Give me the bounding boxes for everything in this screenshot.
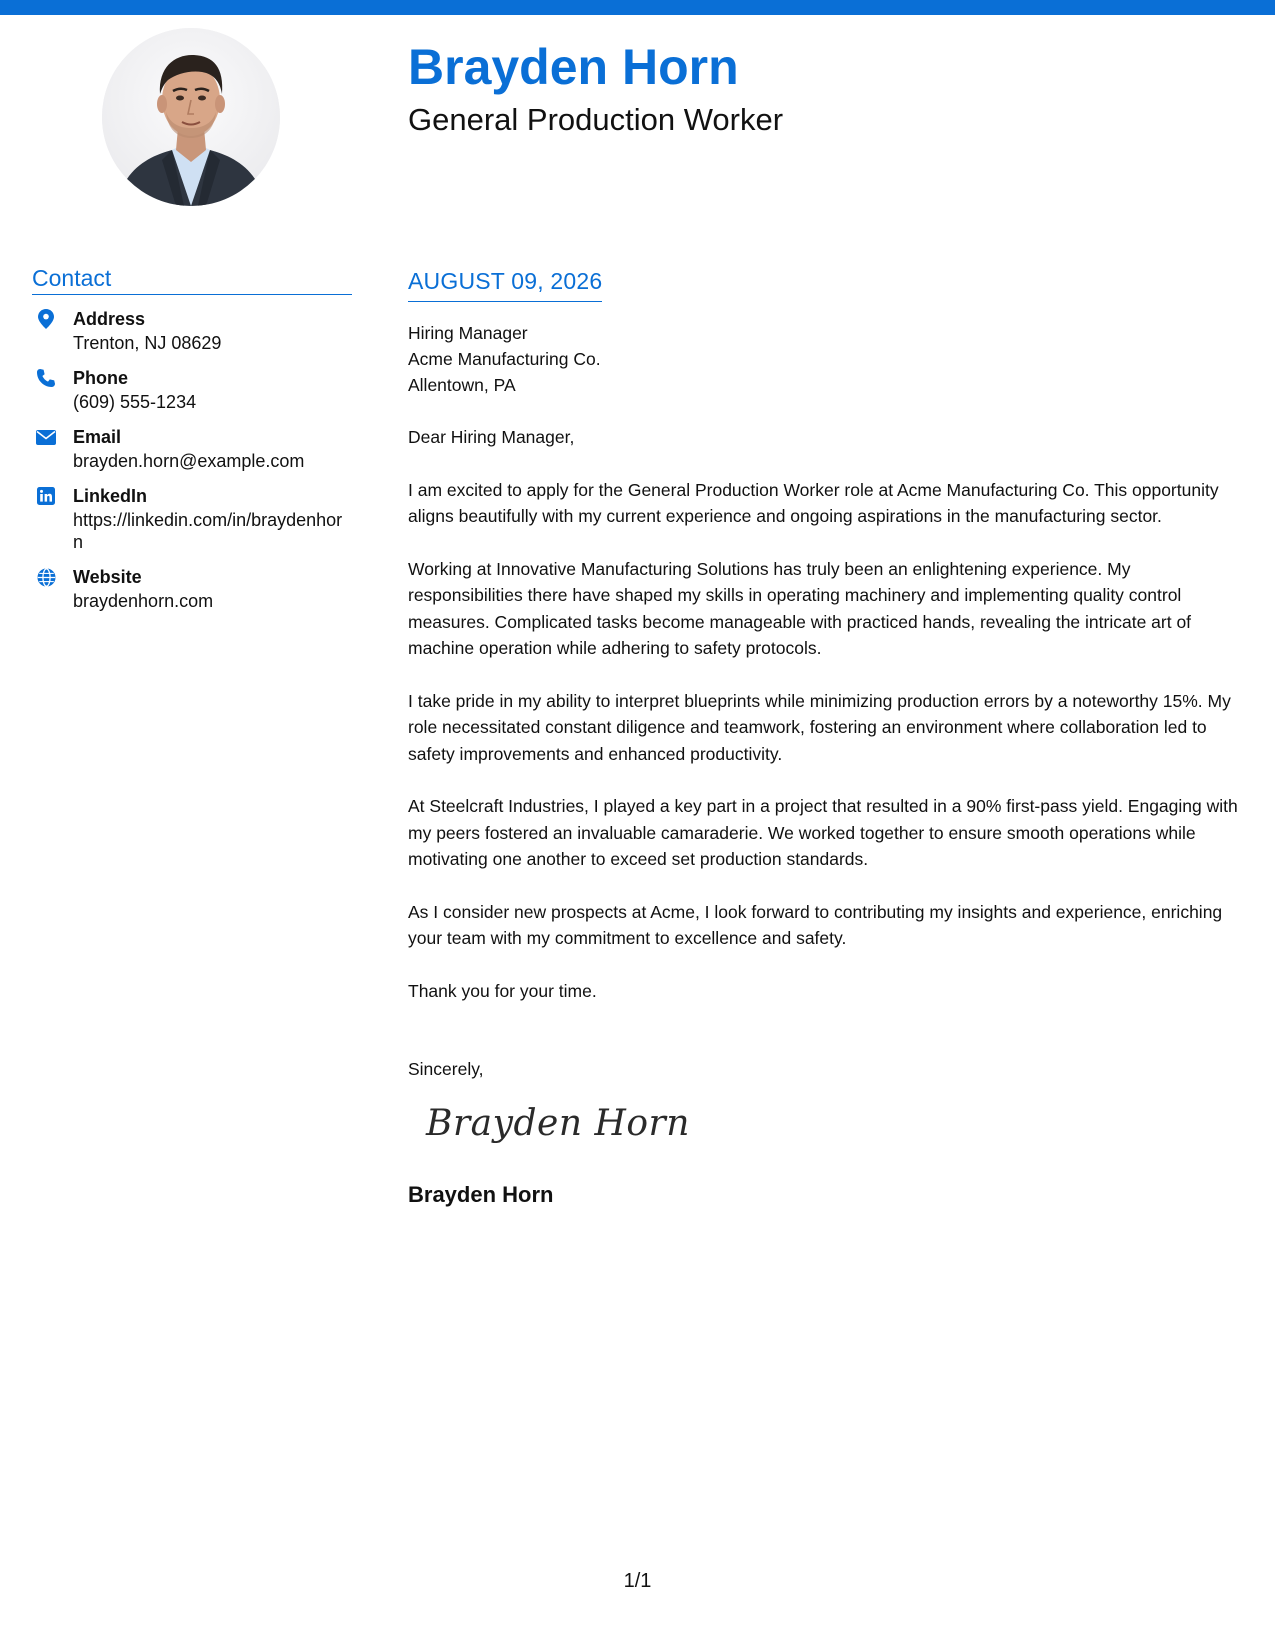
contact-item-email: [32, 425, 352, 472]
phone-value: (609) 555-1234: [73, 392, 197, 413]
contact-item-linkedin: [32, 484, 352, 553]
letter-paragraph: Working at Innovative Manufacturing Solutions has truly been an enlightening experience. My responsibilities there have shaped my skills in operating machinery and implementing quality control measures. Complicated tasks become manageable with practiced hands, revealing the intricate art of machine operation while adhering to safety protocols.: [408, 558, 1192, 658]
contact-sidebar: [32, 266, 352, 624]
phone-icon: [35, 367, 57, 389]
contact-label: Address: [73, 309, 146, 330]
avatar: [102, 28, 280, 206]
contact-label: Email: [73, 427, 122, 448]
top-accent-bar: [0, 0, 1275, 15]
contact-label: LinkedIn: [73, 486, 148, 507]
contact-item-address: [32, 307, 352, 354]
recipient-block: [408, 320, 1248, 398]
contact-heading: Contact: [32, 266, 352, 295]
letter-paragraph: I am excited to apply for the General Production Worker role at Acme Manufacturing Co. This opportunity aligns beautifully with my current experience and ongoing aspirations in the manufacturing sector.: [408, 479, 1219, 526]
letter-paragraph: At Steelcraft Industries, I played a key part in a project that resulted in a 90% first-pass yield. Engaging with my peers fostered an invaluable camaraderie. We worked together to ensure smooth operations while motivating one another to exceed set production standards.: [408, 796, 1238, 869]
location-pin-icon: [35, 308, 57, 330]
job-title: General Production Worker: [408, 102, 784, 137]
contact-list: [32, 307, 352, 612]
envelope-icon: [35, 426, 57, 448]
signature: Brayden Horn: [426, 1103, 690, 1144]
globe-icon: [35, 566, 57, 588]
website-link[interactable]: braydenhorn.com: [73, 591, 214, 612]
recipient-line: Acme Manufacturing Co.: [408, 349, 601, 369]
letter-paragraph: As I consider new prospects at Acme, I look forward to contributing my insights and experience, enriching your team with my commitment to excellence and safety.: [408, 901, 1223, 948]
contact-label: Phone: [73, 368, 129, 389]
email-value: brayden.horn@example.com: [73, 451, 305, 472]
linkedin-link[interactable]: https://linkedin.com/in/braydenhorn: [73, 510, 343, 553]
signoff: Sincerely,: [408, 1059, 484, 1079]
signed-name: Brayden Horn: [408, 1182, 554, 1207]
recipient-line: Hiring Manager: [408, 323, 528, 343]
contact-label: Website: [73, 567, 142, 588]
page-number: 1/1: [623, 1570, 652, 1592]
contact-item-website: [32, 565, 352, 612]
letter-paragraph: I take pride in my ability to interpret blueprints while minimizing production errors by a noteworthy 15%. My role necessitated constant diligence and teamwork, fostering an environment where collaboration led to safety improvements and enhanced productivity.: [408, 690, 1231, 764]
letter-date: AUGUST 09, 2026: [408, 268, 602, 302]
salutation: Dear Hiring Manager,: [408, 427, 575, 447]
letter-body: [408, 268, 1248, 1208]
recipient-line: Allentown, PA: [408, 375, 516, 395]
closing-line: Thank you for your time.: [408, 980, 597, 1001]
candidate-name: Brayden Horn: [408, 39, 739, 95]
address-value: Trenton, NJ 08629: [73, 333, 222, 354]
linkedin-icon: [35, 485, 57, 507]
contact-item-phone: [32, 366, 352, 413]
